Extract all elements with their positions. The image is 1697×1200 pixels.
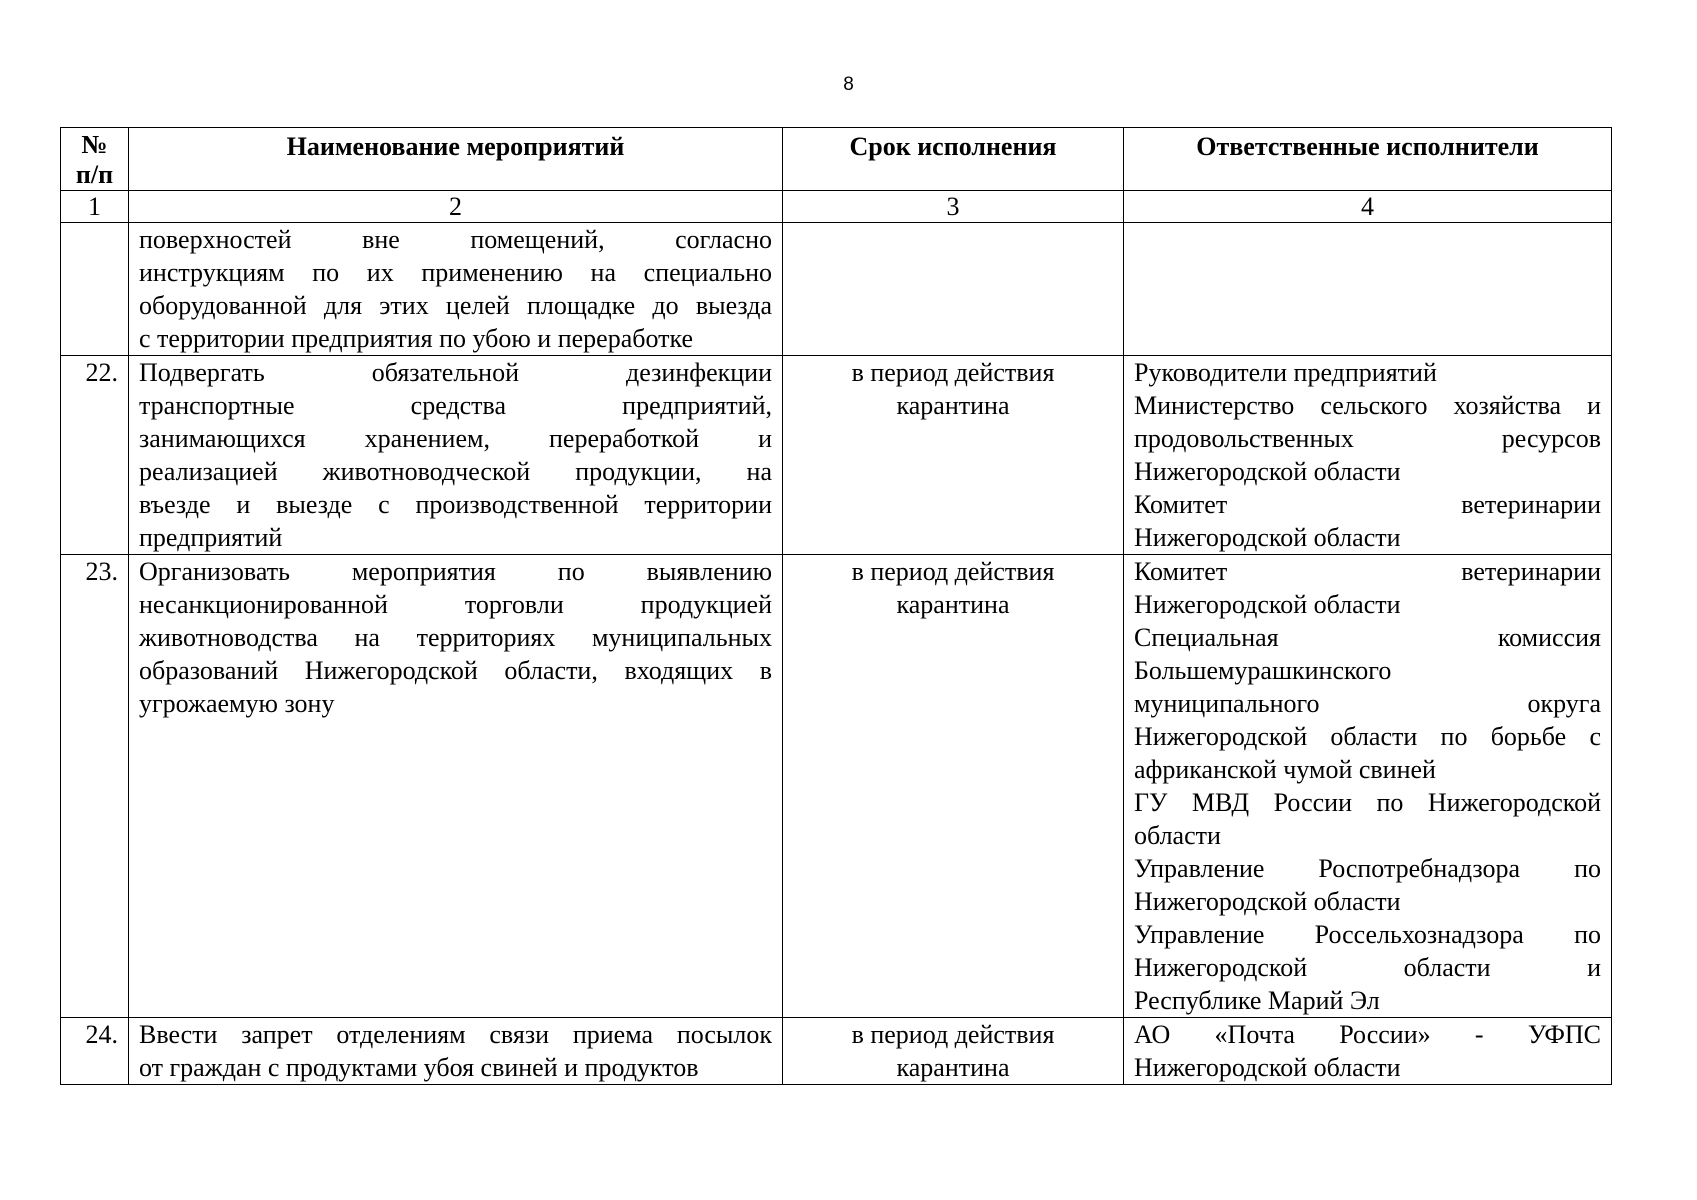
header-num-line: п/п — [75, 160, 114, 189]
column-number: 1 — [61, 191, 129, 223]
responsible-line: африканской чумой свиней — [1134, 755, 1436, 784]
responsible-line: Управление Роспотребнадзора по — [1134, 854, 1601, 883]
measure-name-line: животноводства на территориях муниципальных — [139, 623, 772, 652]
header-name: Наименование мероприятий — [129, 128, 783, 191]
measure-name-line: Организовать мероприятия по выявлению — [139, 557, 772, 586]
deadline-cell — [783, 223, 1124, 356]
measure-name-line: въезде и выезде с производственной территории — [139, 490, 772, 519]
responsible-line: Комитет ветеринарии — [1134, 490, 1601, 519]
deadline-line: карантина — [896, 590, 1010, 619]
header-deadline: Срок исполнения — [783, 128, 1124, 191]
measure-name-line: оборудованной для этих целей площадке до выезда — [139, 291, 772, 320]
header-responsible: Ответственные исполнители — [1124, 128, 1612, 191]
measure-name-line: угрожаемую зону — [139, 689, 335, 718]
measure-name-line: с территории предприятия по убою и переработке — [139, 324, 694, 353]
table-row — [61, 223, 1612, 356]
responsible-line: Республике Марий Эл — [1134, 986, 1380, 1015]
row-number — [61, 223, 129, 356]
column-number: 2 — [129, 191, 783, 223]
deadline-line: в период действия — [851, 358, 1055, 387]
measure-name — [129, 555, 783, 1018]
measure-name-line: от граждан с продуктами убоя свиней и продуктов — [139, 1053, 699, 1082]
row-number: 24. — [61, 1018, 129, 1085]
responsible-entry — [1134, 555, 1601, 621]
header-row — [61, 128, 1612, 191]
responsible-cell — [1124, 555, 1612, 1018]
responsible-line: Комитет ветеринарии — [1134, 557, 1601, 586]
responsible-entry — [1134, 488, 1601, 554]
responsible-line: Нижегородской области — [1134, 590, 1401, 619]
responsible-line: Специальная комиссия — [1134, 623, 1601, 652]
table-row — [61, 555, 1612, 1018]
column-number: 3 — [783, 191, 1124, 223]
responsible-line: Большемурашкинского — [1134, 656, 1392, 685]
measure-name — [129, 1018, 783, 1085]
row-number: 22. — [61, 356, 129, 555]
responsible-line: муниципального округа — [1134, 689, 1601, 718]
deadline-line: карантина — [896, 1053, 1010, 1082]
measure-name-line: транспортные средства предприятий, — [139, 391, 772, 420]
measure-name-line: инструкциям по их применению на специально — [139, 258, 772, 287]
responsible-line: Министерство сельского хозяйства и — [1134, 391, 1601, 420]
measure-name-line: поверхностей вне помещений, согласно — [139, 225, 772, 254]
header-num — [61, 128, 129, 191]
responsible-entry — [1134, 356, 1601, 389]
responsible-line: Руководители предприятий — [1134, 358, 1437, 387]
responsible-entry — [1134, 621, 1601, 786]
responsible-line: Нижегородской области и — [1134, 953, 1601, 982]
responsible-line: АО «Почта России» - УФПС — [1134, 1020, 1601, 1049]
deadline-line: карантина — [896, 391, 1010, 420]
measure-name-line: Ввести запрет отделениям связи приема посылок — [139, 1020, 772, 1049]
column-numbers-row — [61, 191, 1612, 223]
measures-table — [60, 127, 1612, 1085]
column-number: 4 — [1124, 191, 1612, 223]
responsible-line: Нижегородской области — [1134, 887, 1401, 916]
responsible-line: Нижегородской области — [1134, 457, 1401, 486]
responsible-line: Нижегородской области — [1134, 1053, 1401, 1082]
measure-name-line: реализацией животноводческой продукции, на — [139, 457, 772, 486]
deadline-cell — [783, 1018, 1124, 1085]
measure-name-line: занимающихся хранением, переработкой и — [139, 424, 772, 453]
measure-name-line: несанкционированной торговли продукцией — [139, 590, 772, 619]
table-row — [61, 1018, 1612, 1085]
responsible-entry — [1134, 918, 1601, 1017]
measure-name — [129, 356, 783, 555]
responsible-entry — [1134, 1018, 1601, 1084]
table-row — [61, 356, 1612, 555]
responsible-line: области — [1134, 821, 1221, 850]
responsible-line: Управление Россельхознадзора по — [1134, 920, 1601, 949]
deadline-cell — [783, 555, 1124, 1018]
responsible-entry — [1134, 852, 1601, 918]
measure-name — [129, 223, 783, 356]
table-body — [61, 223, 1612, 1085]
responsible-line: ГУ МВД России по Нижегородской — [1134, 788, 1601, 817]
deadline-line: в период действия — [851, 557, 1055, 586]
responsible-cell — [1124, 1018, 1612, 1085]
measure-name-line: предприятий — [139, 523, 283, 552]
responsible-line: Нижегородской области — [1134, 523, 1401, 552]
measure-name-line: образований Нижегородской области, входящих в — [139, 656, 772, 685]
measure-name-line: Подвергать обязательной дезинфекции — [139, 358, 772, 387]
row-number: 23. — [61, 555, 129, 1018]
deadline-line: в период действия — [851, 1020, 1055, 1049]
responsible-entry — [1134, 786, 1601, 852]
responsible-line: Нижегородской области по борьбе с — [1134, 722, 1601, 751]
responsible-cell — [1124, 356, 1612, 555]
responsible-entry — [1134, 389, 1601, 488]
responsible-cell — [1124, 223, 1612, 356]
responsible-line: продовольственных ресурсов — [1134, 424, 1601, 453]
page-number: 8 — [843, 74, 854, 95]
deadline-cell — [783, 356, 1124, 555]
header-num-line: № — [81, 130, 108, 159]
